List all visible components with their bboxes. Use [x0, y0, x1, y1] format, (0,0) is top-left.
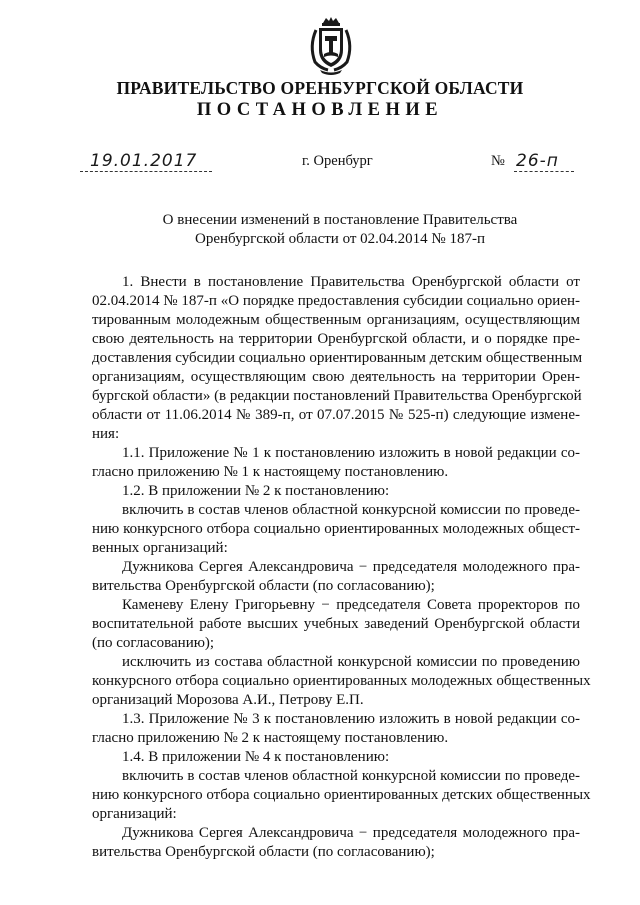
body-line: венных организаций: [92, 540, 228, 556]
document-body [92, 273, 591, 862]
title-line: О внесении изменений в постановление Правительства [162, 212, 518, 228]
title-line: Оренбургской области от 02.04.2014 № 187-п [194, 231, 486, 247]
body-line: 1.4. В приложении № 4 к постановлению: [122, 749, 390, 765]
body-line: гласно приложению № 2 к настоящему постановлению. [92, 730, 449, 746]
body-line: 1.1. Приложение № 1 к постановлению изложить в новой редакции со- [122, 445, 580, 461]
body-line: доставления субсидии социально ориентированным детским общественным [92, 350, 583, 366]
document-number: 26-п [516, 151, 559, 171]
body-line: гласно приложению № 1 к настоящему постановлению. [92, 464, 449, 480]
body-line: 1. Внести в постановление Правительства Оренбургской области от [122, 274, 580, 290]
body-line: Дужникова Сергея Александровича − председателя молодежного пра- [122, 825, 580, 841]
body-line: конкурсного отбора социально ориентированных молодежных общественных [92, 673, 591, 689]
body-line: включить в состав членов областной конкурсной комиссии по проведе- [122, 768, 580, 784]
body-line: вительства Оренбургской области (по согласованию); [92, 844, 435, 860]
body-line: ния: [92, 426, 120, 442]
body-line: тированным молодежным общественным организациям, осуществляющим [92, 312, 580, 328]
body-line: 1.3. Приложение № 3 к постановлению изложить в новой редакции со- [122, 711, 580, 727]
number-underline [514, 171, 574, 172]
document-title [60, 211, 620, 249]
body-line: нию конкурсного отбора социально ориентированных детских общественных [92, 787, 591, 803]
orenburg-coat-of-arms-icon [306, 16, 356, 76]
number-label: № [491, 153, 505, 169]
body-line: воспитательной работе высших учебных заведений Оренбургской области [92, 616, 580, 632]
body-line: 1.2. В приложении № 2 к постановлению: [122, 483, 390, 499]
body-line: области от 11.06.2014 № 389-п, от 07.07.2015 № 525-п) следующие измене- [92, 407, 580, 423]
body-line: нию конкурсного отбора социально ориентированных молодежных общест- [92, 521, 580, 537]
body-line: (по согласованию); [92, 635, 215, 651]
body-line: включить в состав членов областной конкурсной комиссии по проведе- [122, 502, 580, 518]
document-type: ПОСТАНОВЛЕНИЕ [196, 100, 444, 120]
body-line: Дужникова Сергея Александровича − председателя молодежного пра- [122, 559, 580, 575]
body-line: вительства Оренбургской области (по согласованию); [92, 578, 435, 594]
organization-name: ПРАВИТЕЛЬСТВО ОРЕНБУРГСКОЙ ОБЛАСТИ [116, 78, 524, 98]
document-date: 19.01.2017 [90, 151, 198, 171]
city: г. Оренбург [302, 153, 373, 169]
body-line: бургской области» (в редакции постановлений Правительства Оренбургской [92, 388, 582, 404]
body-line: 02.04.2014 № 187-п «О порядке предоставления субсидии социально ориен- [92, 293, 580, 309]
body-line: исключить из состава областной конкурсной комиссии по проведению [122, 654, 580, 670]
body-line: Каменеву Елену Григорьевну − председателя Совета проректоров по [122, 597, 580, 613]
date-underline [80, 171, 212, 172]
body-line: организаций: [92, 806, 177, 822]
body-line: организаций Морозова А.И., Петрову Е.П. [92, 692, 364, 708]
body-line: организациям, осуществляющим свою деятельность на территории Орен- [92, 369, 580, 385]
body-line: свою деятельность на территории Оренбургской области, и о порядке пре- [92, 331, 580, 347]
